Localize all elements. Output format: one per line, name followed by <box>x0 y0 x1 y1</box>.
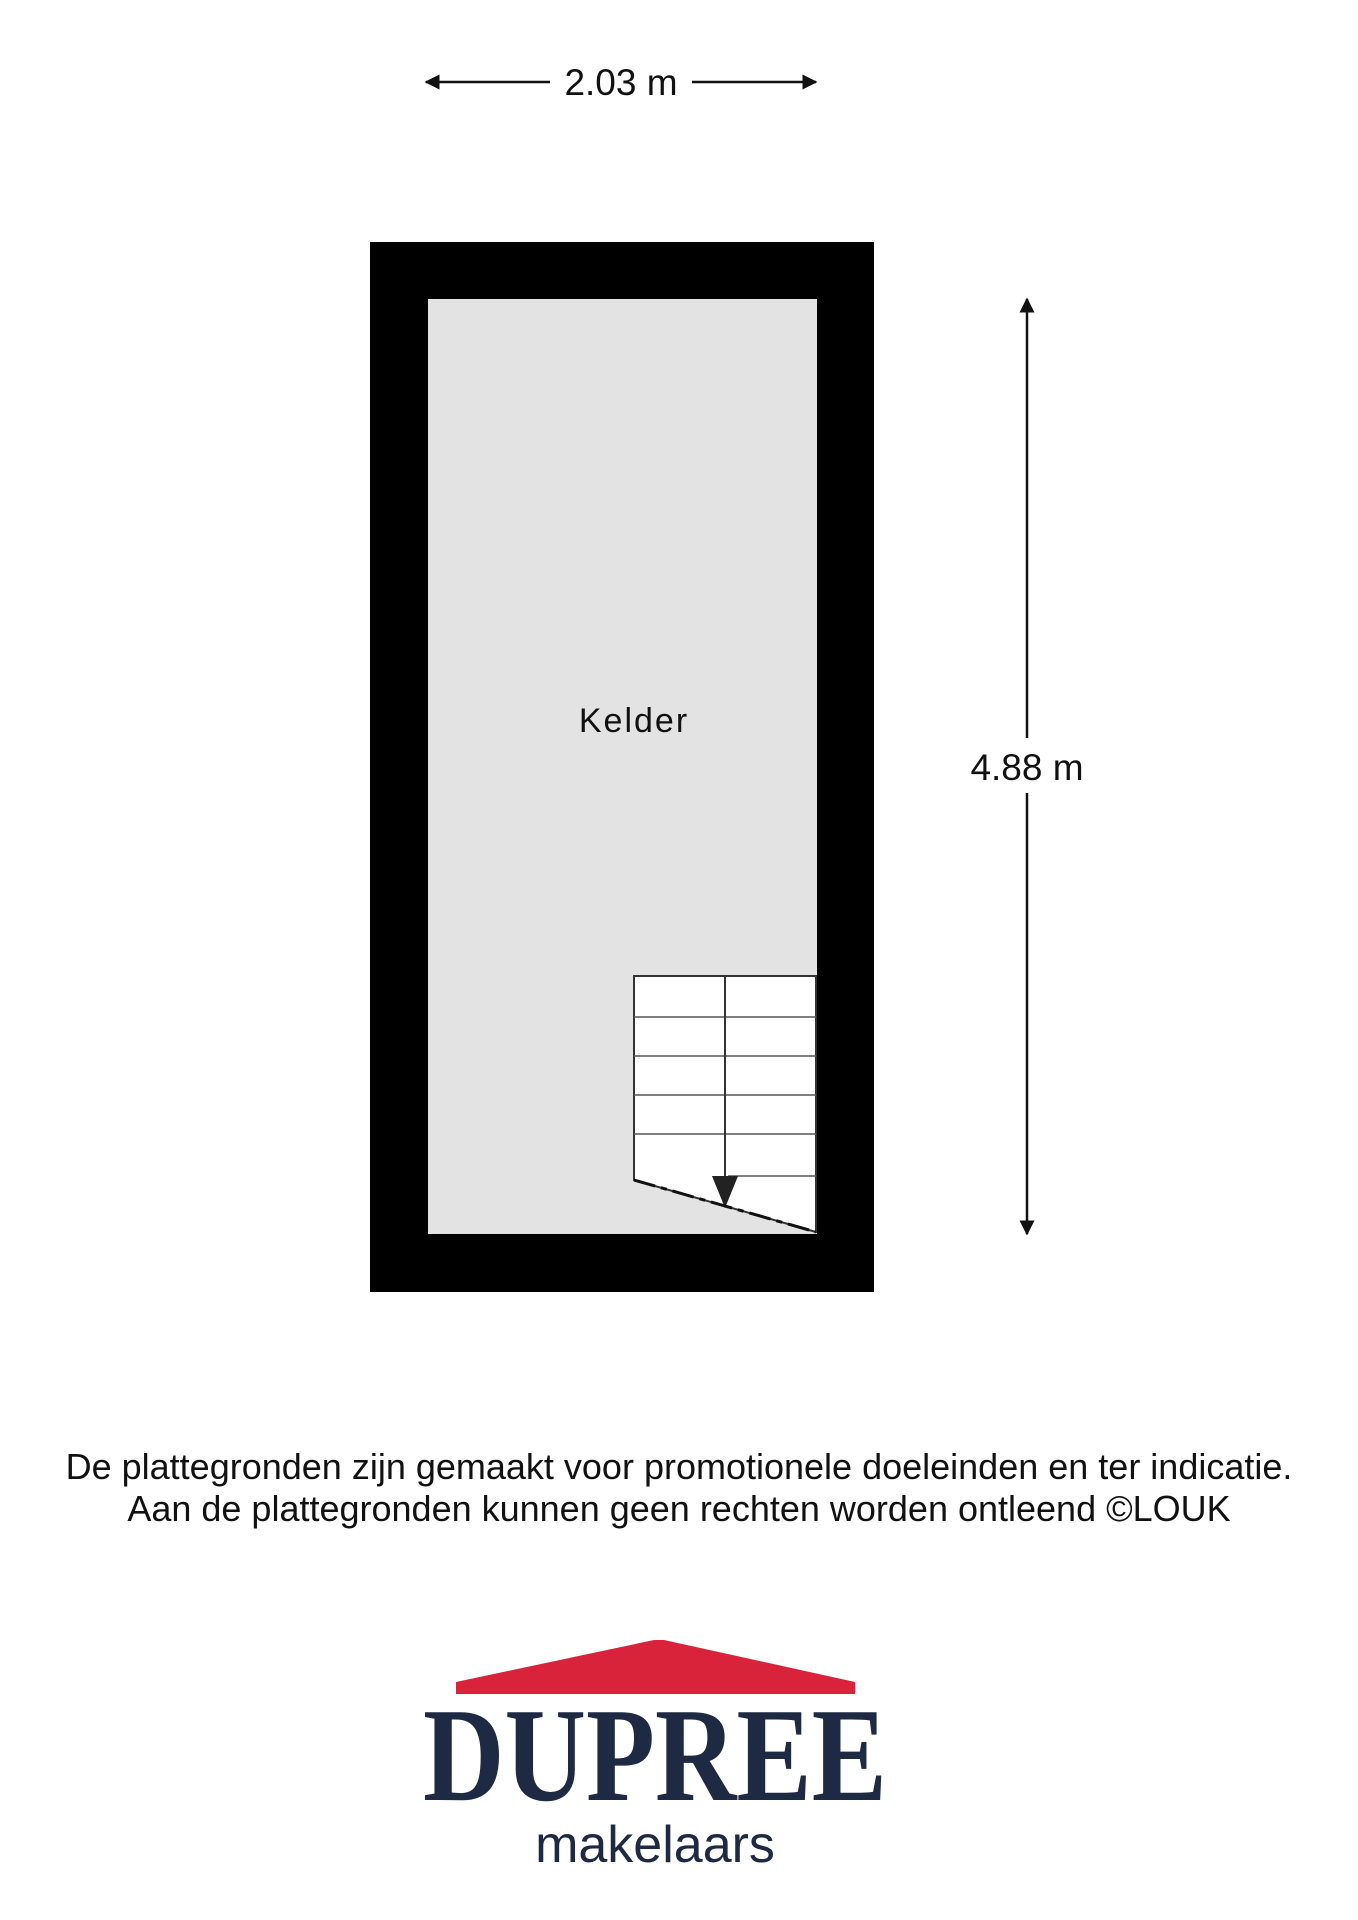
brand-name: DUPREE <box>423 1681 887 1829</box>
width-dimension-label: 2.03 m <box>564 62 678 103</box>
disclaimer-line-1: De plattegronden zijn gemaakt voor promotionele doeleinden en ter indicatie. <box>65 1446 1293 1487</box>
dupree-logo <box>423 1640 887 1874</box>
width-dimension <box>426 62 816 103</box>
brand-tagline: makelaars <box>535 1816 775 1874</box>
height-dimension <box>970 299 1083 1234</box>
height-dimension-label: 4.88 m <box>970 747 1084 788</box>
room-label: Kelder <box>578 702 690 740</box>
disclaimer <box>0 1446 1358 1530</box>
disclaimer-line-2: Aan de plattegronden kunnen geen rechten worden ontleend ©LOUK <box>127 1488 1231 1529</box>
